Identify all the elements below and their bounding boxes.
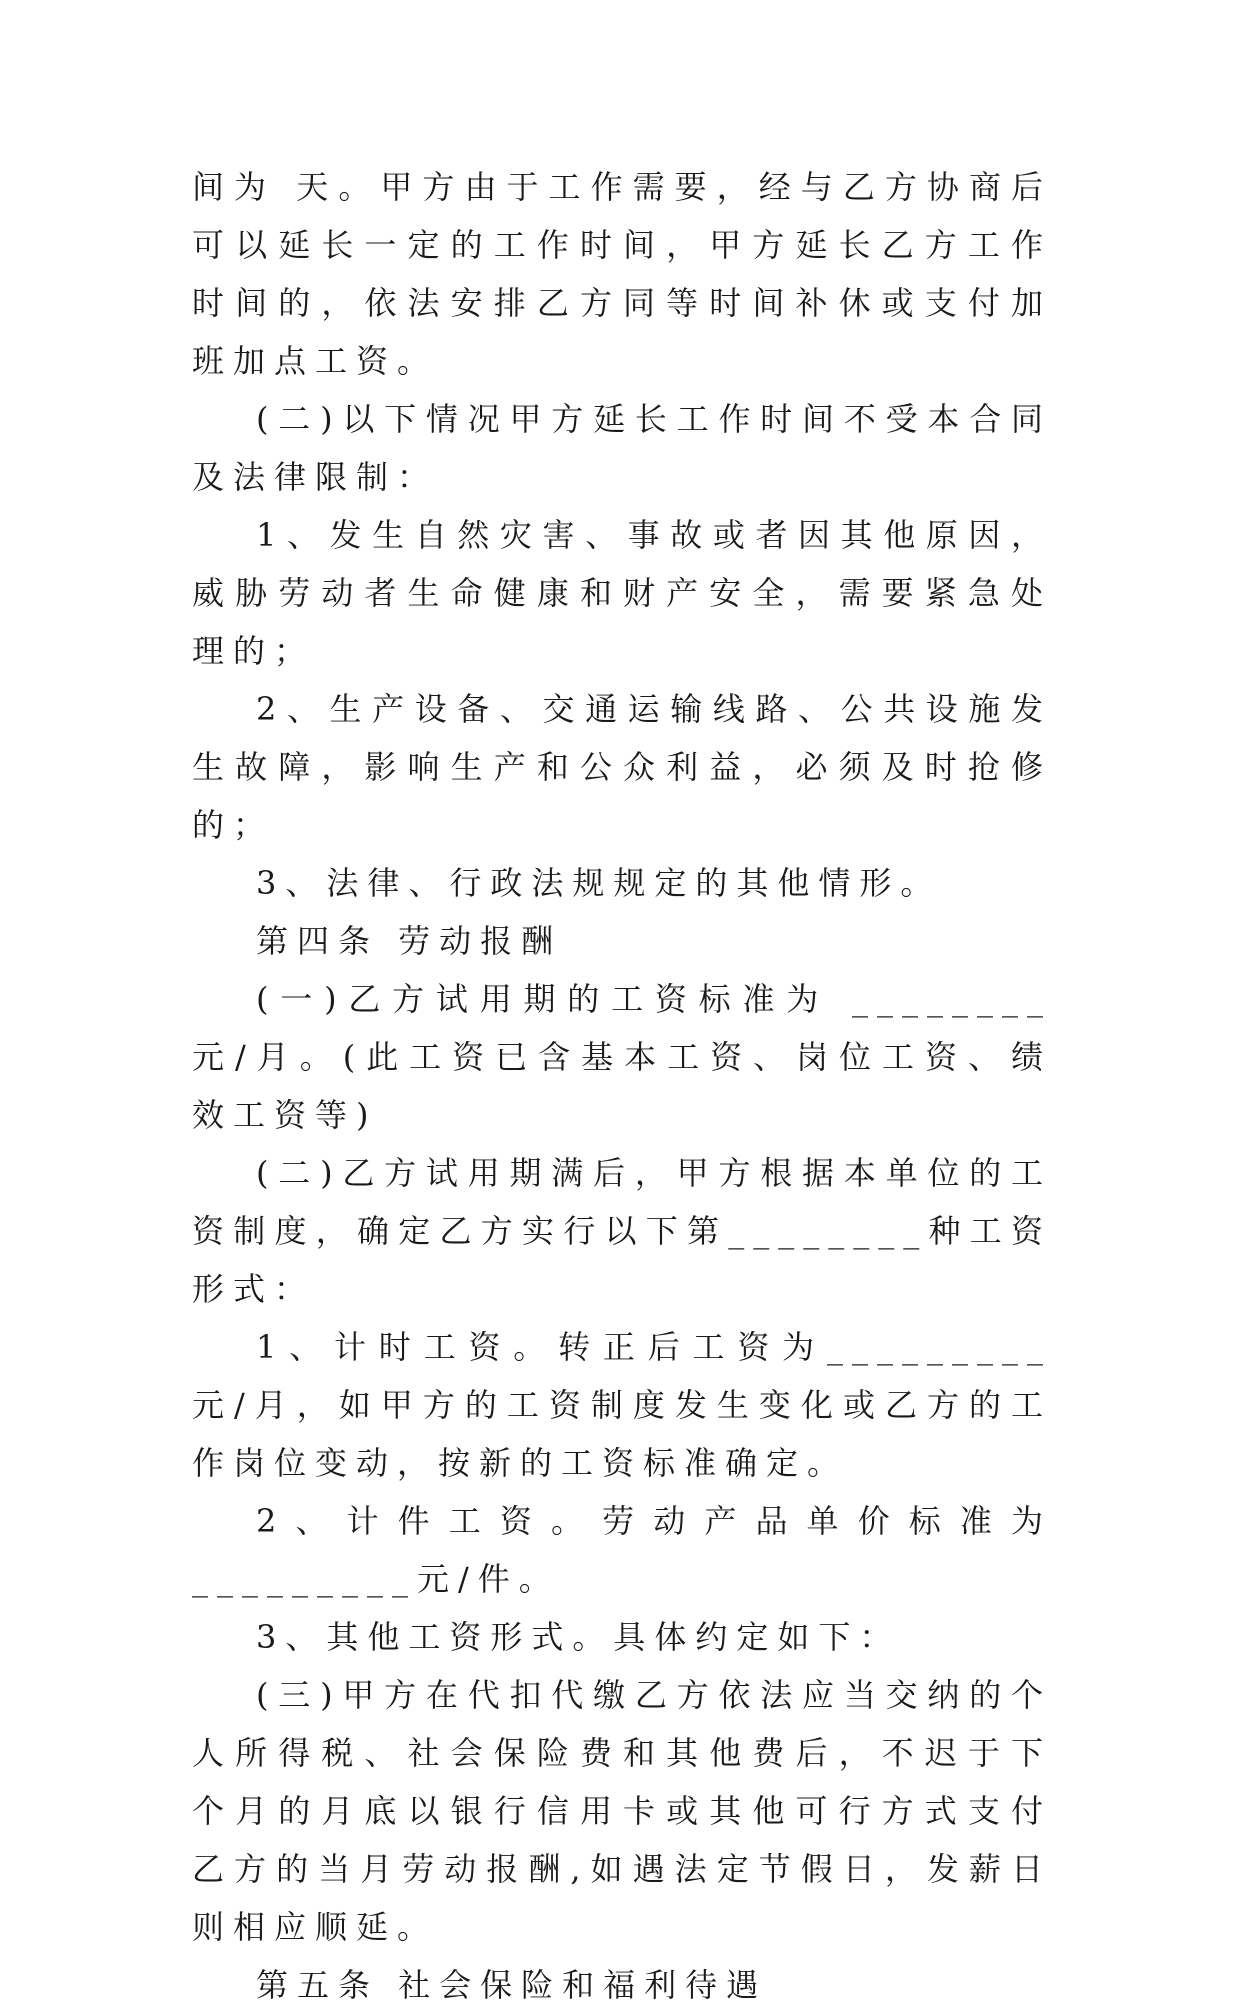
paragraph-working-hours-extension: 间为 天。甲方由于工作需要，经与乙方协商后可以延长一定的工作时间，甲方延长乙方工作时间的，依法安排乙方同等时间补休或支付加班加点工资。 bbox=[192, 168, 1052, 380]
paragraph-wage-form: (二)乙方试用期满后，甲方根据本单位的工资制度，确定乙方实行以下第________种工资形式： bbox=[192, 1154, 1052, 1308]
paragraph-overtime-exceptions-heading: (二)以下情况甲方延长工作时间不受本合同及法律限制： bbox=[192, 400, 1052, 496]
paragraph-exception-3: 3、法律、行政法规规定的其他情形。 bbox=[256, 864, 942, 902]
paragraph-probation-wage: (一)乙方试用期的工资标准为 ________元/月。(此工资已含基本工资、岗位工资、绩效工资等) bbox=[192, 980, 1052, 1134]
paragraph-exception-2: 2、生产设备、交通运输线路、公共设施发生故障，影响生产和公众利益，必须及时抢修的； bbox=[192, 690, 1052, 844]
paragraph-payment-terms: (三)甲方在代扣代缴乙方依法应当交纳的个人所得税、社会保险费和其他费后，不迟于下个月的月底以银行信用卡或其他可行方式支付乙方的当月劳动报酬,如遇法定节假日，发薪日则相应顺延。 bbox=[192, 1676, 1052, 1946]
paragraph-time-wage: 1、计时工资。转正后工资为_________元/月，如甲方的工资制度发生变化或乙方的工作岗位变动，按新的工资标准确定。 bbox=[192, 1328, 1052, 1482]
article-5-heading: 第五条 社会保险和福利待遇 bbox=[256, 1966, 768, 2004]
paragraph-other-wage: 3、其他工资形式。具体约定如下： bbox=[256, 1618, 901, 1656]
paragraph-piece-wage: 2、计件工资。劳动产品单价标准为_________元/件。 bbox=[192, 1502, 1052, 1598]
document-body bbox=[192, 158, 1052, 2014]
paragraph-exception-1: 1、发生自然灾害、事故或者因其他原因，威胁劳动者生命健康和财产安全，需要紧急处理的； bbox=[192, 516, 1052, 670]
article-4-heading: 第四条 劳动报酬 bbox=[256, 922, 563, 960]
